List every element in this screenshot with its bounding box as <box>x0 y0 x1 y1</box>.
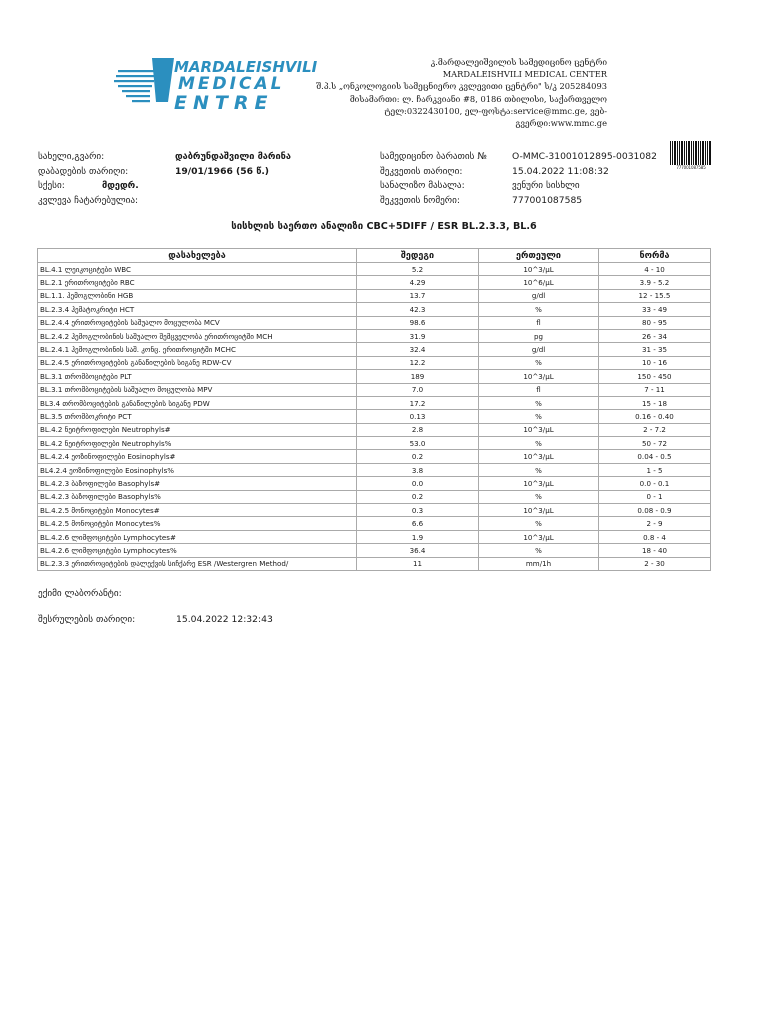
table-row <box>38 303 711 316</box>
cell-name: BL3.4 თრომბოციტების განაწილების სიგანე PDW <box>38 396 357 409</box>
cell-name: BL.2.3.4 ჰემატოკრიტი HCT <box>38 303 357 316</box>
cell-result: 0.2 <box>357 450 479 463</box>
cell-result: 53.0 <box>357 437 479 450</box>
cell-name: BL.4.2 ნეიტროფილები Neutrophyls% <box>38 437 357 450</box>
report-title: სისხლის საერთო ანალიზი CBC+5DIFF / ESR BL.2.3.3, BL.6 <box>231 221 537 232</box>
cell-name: BL.3.1 თრომბოციტების საშუალო მოცულობა MPV <box>38 383 357 396</box>
table-row <box>38 423 711 436</box>
doctor-line <box>38 588 176 599</box>
patient-sex: მდედრ. <box>102 180 139 192</box>
table-row <box>38 370 711 383</box>
order-number: 777001087585 <box>512 194 583 206</box>
col-unit-header: ერთეული <box>479 249 599 263</box>
cell-norm: 1 - 5 <box>599 463 711 476</box>
cell-unit: 10^3/µL <box>479 370 599 383</box>
cell-result: 5.2 <box>357 263 479 276</box>
table-row <box>38 490 711 503</box>
cell-result: 98.6 <box>357 316 479 329</box>
col-result-header: შედეგი <box>357 249 479 263</box>
cell-result: 11 <box>357 557 479 570</box>
cell-name: BL.4.2 ნეიტროფილები Neutrophyls# <box>38 423 357 436</box>
cell-result: 12.2 <box>357 356 479 369</box>
cell-norm: 12 - 15.5 <box>599 289 711 302</box>
barcode-number: 777001087585 <box>676 165 706 170</box>
cell-norm: 26 - 34 <box>599 329 711 342</box>
cell-result: 13.7 <box>357 289 479 302</box>
sample-label: სანალიზო მასალა: <box>380 180 465 192</box>
cell-norm: 2 - 30 <box>599 557 711 570</box>
cell-unit: % <box>479 463 599 476</box>
cell-norm: 10 - 16 <box>599 356 711 369</box>
logo-line2: MEDICAL <box>178 74 285 94</box>
cell-result: 4.29 <box>357 276 479 289</box>
order-date-label: შეკვეთის თარიღი: <box>380 165 463 177</box>
patient-sex-label: სქესი: <box>38 180 65 192</box>
referral-label: კვლევა ჩატარებულია: <box>38 194 139 206</box>
table-row <box>38 263 711 276</box>
cell-unit: % <box>479 303 599 316</box>
cell-result: 7.0 <box>357 383 479 396</box>
cell-norm: 0.08 - 0.9 <box>599 504 711 517</box>
table-header-row <box>38 249 711 263</box>
cell-unit: 10^3/µL <box>479 477 599 490</box>
cell-name: BL.2.4.1 ჰემოგლობინის საშ. კონც. ერითროციტში MCHC <box>38 343 357 356</box>
cell-unit: fl <box>479 383 599 396</box>
cell-norm: 7 - 11 <box>599 383 711 396</box>
cell-norm: 3.9 - 5.2 <box>599 276 711 289</box>
barcode-bars <box>670 141 712 165</box>
patient-dob: 19/01/1966 (56 წ.) <box>175 165 270 177</box>
cell-unit: 10^3/µL <box>479 423 599 436</box>
clinic-header <box>300 56 607 129</box>
table-row <box>38 289 711 302</box>
table-row <box>38 530 711 543</box>
clinic-legal: შ.პ.ს „ონკოლოგიის სამეცნიერო კვლევითი ცენტრი" ს/კ 205284093 <box>316 81 607 92</box>
cell-unit: % <box>479 544 599 557</box>
cell-norm: 2 - 9 <box>599 517 711 530</box>
cell-name: BL.2.1 ერითროციტები RBC <box>38 276 357 289</box>
cell-unit: % <box>479 517 599 530</box>
cell-result: 1.9 <box>357 530 479 543</box>
cell-unit: pg <box>479 329 599 342</box>
table-row <box>38 410 711 423</box>
cell-unit: g/dl <box>479 343 599 356</box>
logo-line1: MARDALEISHVILI <box>174 58 318 76</box>
table-row <box>38 356 711 369</box>
table-row <box>38 437 711 450</box>
table-row <box>38 477 711 490</box>
cell-result: 32.4 <box>357 343 479 356</box>
table-row <box>38 463 711 476</box>
cell-norm: 15 - 18 <box>599 396 711 409</box>
table-row <box>38 450 711 463</box>
patient-info <box>38 150 291 208</box>
cell-result: 17.2 <box>357 396 479 409</box>
barcode <box>670 141 712 171</box>
cell-result: 189 <box>357 370 479 383</box>
cell-unit: % <box>479 356 599 369</box>
table-row <box>38 504 711 517</box>
completion-date: 15.04.2022 12:32:43 <box>176 614 273 625</box>
cell-name: BL.3.5 თრომბოკრიტი PCT <box>38 410 357 423</box>
cell-name: BL.4.2.6 ლიმფოციტები Lymphocytes# <box>38 530 357 543</box>
cell-norm: 18 - 40 <box>599 544 711 557</box>
cell-name: BL.4.2.5 მონოციტები Monocytes# <box>38 504 357 517</box>
cell-name: BL.2.3.3 ერითროციტების დალექვის სიჩქარე ESR /Westergren Method/ <box>38 557 357 570</box>
cell-unit: g/dl <box>479 289 599 302</box>
cell-result: 0.0 <box>357 477 479 490</box>
order-info <box>380 150 657 208</box>
cell-result: 0.3 <box>357 504 479 517</box>
cell-norm: 0.16 - 0.40 <box>599 410 711 423</box>
table-row <box>38 396 711 409</box>
order-date: 15.04.2022 11:08:32 <box>512 165 609 177</box>
cell-result: 42.3 <box>357 303 479 316</box>
cell-name: BL.4.2.4 ეოზინოფილები Eosinophyls# <box>38 450 357 463</box>
cell-norm: 150 - 450 <box>599 370 711 383</box>
cell-name: BL.4.1 ლეიკოციტები WBC <box>38 263 357 276</box>
cell-name: BL.1.1. ჰემოგლობინი HGB <box>38 289 357 302</box>
clinic-name-ka: კ.მარდალეიშვილის სამედიცინო ცენტრი <box>430 57 607 67</box>
medical-centre-logo <box>112 52 318 118</box>
cell-unit: 10^6/µL <box>479 276 599 289</box>
cell-name: BL.3.1 თრომბოციტები PLT <box>38 370 357 383</box>
cell-unit: % <box>479 490 599 503</box>
cell-unit: 10^3/µL <box>479 450 599 463</box>
cell-result: 36.4 <box>357 544 479 557</box>
cell-unit: % <box>479 437 599 450</box>
cell-unit: 10^3/µL <box>479 263 599 276</box>
cell-unit: % <box>479 396 599 409</box>
cell-norm: 4 - 10 <box>599 263 711 276</box>
cell-norm: 0.8 - 4 <box>599 530 711 543</box>
cell-norm: 31 - 35 <box>599 343 711 356</box>
clinic-name-en: MARDALEISHVILI MEDICAL CENTER <box>442 69 607 80</box>
cell-result: 0.2 <box>357 490 479 503</box>
cell-norm: 0.0 - 0.1 <box>599 477 711 490</box>
cell-norm: 0.04 - 0.5 <box>599 450 711 463</box>
patient-name: დაბრუნდაშვილი მარინა <box>175 151 291 163</box>
completion-line <box>38 614 273 625</box>
cell-name: BL.4.2.3 ბაზოფილები Basophyls# <box>38 477 357 490</box>
order-number-label: შეკვეთის ნომერი: <box>380 194 460 206</box>
cell-result: 6.6 <box>357 517 479 530</box>
table-body <box>38 263 711 571</box>
cell-name: BL.2.4.2 ჰემოგლობინის საშუალო შემცველობა ერითროციტში MCH <box>38 329 357 342</box>
clinic-contacts: ტელ:0322430100, ელ-ფოსტა:service@mmc.ge, ვებ-გვერდი:www.mmc.ge <box>384 105 607 129</box>
card-number: O-MMC-31001012895-0031082 <box>512 151 657 163</box>
cell-result: 3.8 <box>357 463 479 476</box>
patient-name-label: სახელი,გვარი: <box>38 151 105 163</box>
sample: ვენური სისხლი <box>512 180 580 192</box>
cell-unit: 10^3/µL <box>479 504 599 517</box>
table-row <box>38 557 711 570</box>
doctor-label: ექიმი ლაბორანტი: <box>38 588 122 599</box>
cell-name: BL.2.4.5 ერითროციტების განაწილების სიგანე RDW-CV <box>38 356 357 369</box>
table-row <box>38 517 711 530</box>
cell-result: 2.8 <box>357 423 479 436</box>
cell-unit: mm/1h <box>479 557 599 570</box>
cell-name: BL.4.2.6 ლიმფოციტები Lymphocytes% <box>38 544 357 557</box>
table-row <box>38 383 711 396</box>
patient-dob-label: დაბადების თარიღი: <box>38 165 129 177</box>
cell-result: 0.13 <box>357 410 479 423</box>
clinic-address: მისამართი: ლ. ჩარკვიანი #8, 0186 თბილისი, საქართველო <box>349 93 607 104</box>
col-name-header: დასახელება <box>38 249 357 263</box>
table-row <box>38 544 711 557</box>
table-row <box>38 343 711 356</box>
cell-unit: % <box>479 410 599 423</box>
cell-name: BL4.2.4 ეოზინოფილები Eosinophyls% <box>38 463 357 476</box>
results-table <box>37 248 711 571</box>
cell-norm: 0 - 1 <box>599 490 711 503</box>
cell-unit: fl <box>479 316 599 329</box>
logo-line3: ENTRE <box>174 92 274 114</box>
cell-name: BL.4.2.5 მონოციტები Monocytes% <box>38 517 357 530</box>
card-label: სამედიცინო ბარათის № <box>380 151 487 163</box>
table-row <box>38 316 711 329</box>
cell-norm: 2 - 7.2 <box>599 423 711 436</box>
cell-name: BL.2.4.4 ერითროციტების საშუალო მოცულობა MCV <box>38 316 357 329</box>
cell-name: BL.4.2.3 ბაზოფილები Basophyls% <box>38 490 357 503</box>
cell-norm: 80 - 95 <box>599 316 711 329</box>
cell-unit: 10^3/µL <box>479 530 599 543</box>
table-row <box>38 276 711 289</box>
col-norm-header: ნორმა <box>599 249 711 263</box>
cell-norm: 33 - 49 <box>599 303 711 316</box>
cell-norm: 50 - 72 <box>599 437 711 450</box>
completion-label: შესრულების თარიღი: <box>38 614 136 625</box>
table-row <box>38 329 711 342</box>
cell-result: 31.9 <box>357 329 479 342</box>
